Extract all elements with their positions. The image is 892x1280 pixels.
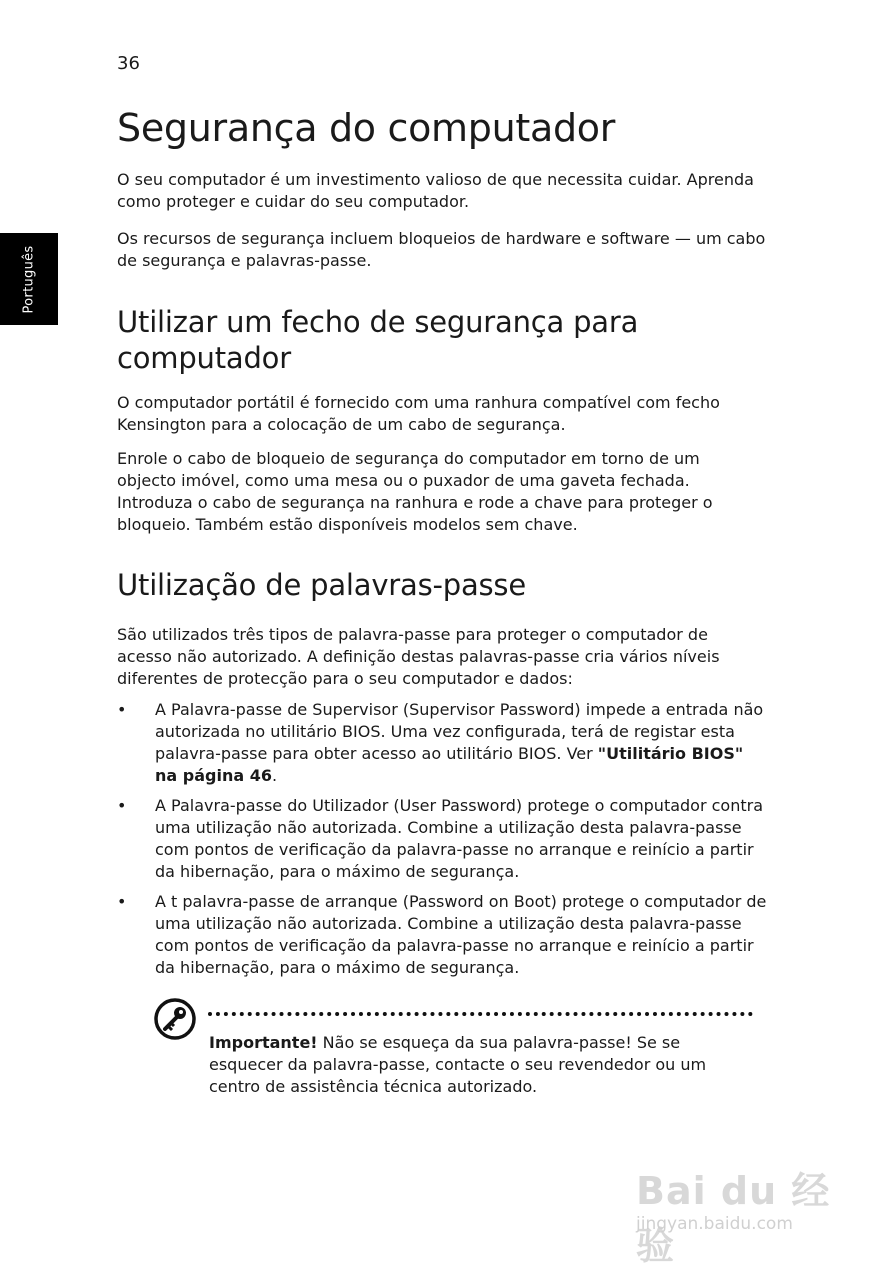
intro-paragraph-1: O seu computador é um investimento valioso de que necessita cuidar. Aprenda como proteger e cuidar do seu computador. bbox=[117, 170, 754, 211]
lock-paragraph-2: Enrole o cabo de bloqueio de segurança do computador em torno de um objecto imóvel, como uma mesa ou o puxador de uma gaveta fechada. Introduza o cabo de segurança na ranhura e rode a chave para proteger o bloqueio. Também estão disponíveis modelos sem chave. bbox=[117, 449, 713, 534]
bullet-icon: • bbox=[117, 796, 127, 815]
password-types-list bbox=[117, 699, 767, 987]
bios-utility-link[interactable]: "Utilitário BIOS" na página 46 bbox=[155, 744, 744, 785]
note-text: Não se esqueça da sua palavra-passe! Se se esquecer da palavra-passe, contacte o seu revendedor ou um centro de assistência técnica autorizado. bbox=[209, 1033, 707, 1096]
note-label: Importante! bbox=[209, 1033, 318, 1052]
list-item bbox=[117, 891, 767, 979]
lock-paragraph-1: O computador portátil é fornecido com uma ranhura compatível com fecho Kensington para a colocação de um cabo de segurança. bbox=[117, 393, 720, 434]
list-item bbox=[117, 699, 767, 787]
page-title: Segurança do computador bbox=[117, 106, 616, 150]
intro-paragraph-2: Os recursos de segurança incluem bloqueios de hardware e software — um cabo de segurança e palavras-passe. bbox=[117, 229, 766, 270]
section-heading-passwords: Utilização de palavras-passe bbox=[117, 568, 526, 602]
list-item bbox=[117, 795, 767, 883]
note-divider bbox=[208, 1012, 753, 1016]
list-item-text: A t palavra-passe de arranque (Password on Boot) protege o computador de uma utilização não autorizada. Combine a utilização desta palavra-passe com pontos de verificação da palavra-passe no arranque e reinício a partir da hibernação, para o máximo de segurança. bbox=[155, 892, 767, 977]
language-side-tab bbox=[0, 233, 58, 325]
passwords-intro: São utilizados três tipos de palavra-passe para proteger o computador de acesso não autorizado. A definição destas palavras-passe cria vários níveis diferentes de protecção para o seu computador e dados: bbox=[117, 625, 720, 688]
list-item-end: . bbox=[271, 766, 278, 785]
list-item-text: A Palavra-passe de Supervisor (Supervisor Password) impede a entrada não autorizada no utilitário BIOS. Uma vez configurada, terá de registar esta palavra-passe para obter acesso ao utilitário BIOS. Ver bbox=[155, 700, 764, 763]
list-item-text: A Palavra-passe do Utilizador (User Password) protege o computador contra uma utilização não autorizada. Combine a utilização desta palavra-passe com pontos de verificação da palavra-passe no arranque e reinício a partir da hibernação, para o máximo de segurança. bbox=[155, 796, 764, 881]
watermark-url: jingyan.baidu.com bbox=[636, 1214, 793, 1234]
bullet-icon: • bbox=[117, 700, 127, 719]
page-number: 36 bbox=[117, 53, 140, 74]
bullet-icon: • bbox=[117, 892, 127, 911]
key-icon bbox=[153, 997, 197, 1041]
section-heading-lock: Utilizar um fecho de segurança para computador bbox=[117, 305, 639, 375]
language-side-tab-label: Português bbox=[21, 245, 37, 313]
watermark bbox=[628, 1148, 848, 1268]
important-note bbox=[209, 1032, 754, 1098]
watermark-logo: Bai du 经验 bbox=[636, 1169, 831, 1268]
